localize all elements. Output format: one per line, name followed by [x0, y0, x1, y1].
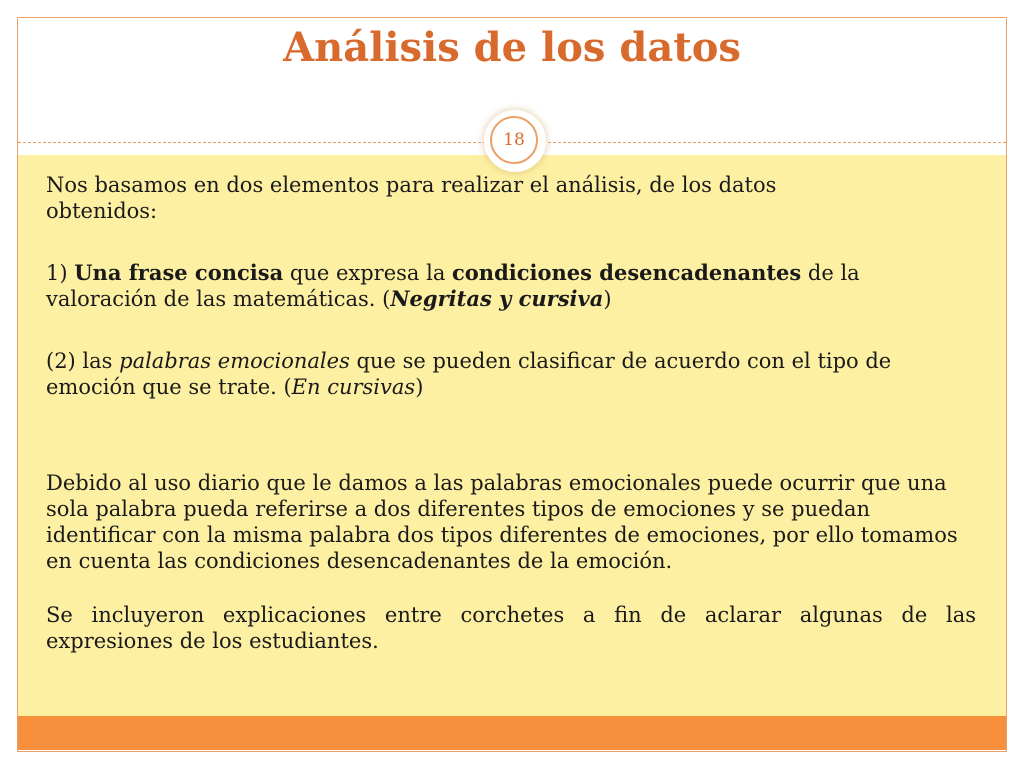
item-1-text-2: de la valoración de las matemáticas. (	[46, 261, 860, 311]
page-number-badge: 18	[490, 116, 538, 164]
slide-content	[46, 172, 978, 654]
item-2-prefix: (2) las	[46, 349, 120, 373]
corchetes-paragraph: Se incluyeron explicaciones entre corchetes a fin de aclarar algunas de las expresiones de los estudiantes.	[46, 603, 976, 653]
item-1-text: que expresa la	[283, 261, 453, 285]
item-1-prefix: 1)	[46, 261, 75, 285]
item-2-end: )	[415, 375, 424, 399]
item-1-paragraph	[46, 260, 958, 312]
item-1-bold-conditions: condiciones desencadenantes	[452, 260, 802, 285]
item-2-paragraph	[46, 348, 958, 400]
slide-title: Análisis de los datos	[283, 24, 741, 71]
item-2-text: que se pueden clasificar de acuerdo con el tipo de emoción que se trate. (	[46, 349, 892, 399]
intro-paragraph: Nos basamos en dos elementos para realizar el análisis, de los datos obtenidos:	[46, 173, 777, 223]
item-1-end: )	[603, 287, 612, 311]
footer-bar	[18, 716, 1006, 750]
item-2-italic-note: En cursivas	[291, 375, 416, 399]
item-2-italic-words: palabras emocionales	[119, 349, 350, 373]
debido-paragraph: Debido al uso diario que le damos a las palabras emocionales puede ocurrir que una sola palabra pueda referirse a dos diferentes tipos de emociones y se puedan identificar con la misma palabra dos tipos diferentes de emociones, por ello tomamos en cuenta las condiciones desencadenantes de la emoción.	[46, 471, 958, 573]
item-1-bold-phrase: Una frase concisa	[74, 260, 284, 285]
item-1-bold-italic: Negritas y cursiva	[390, 286, 604, 311]
